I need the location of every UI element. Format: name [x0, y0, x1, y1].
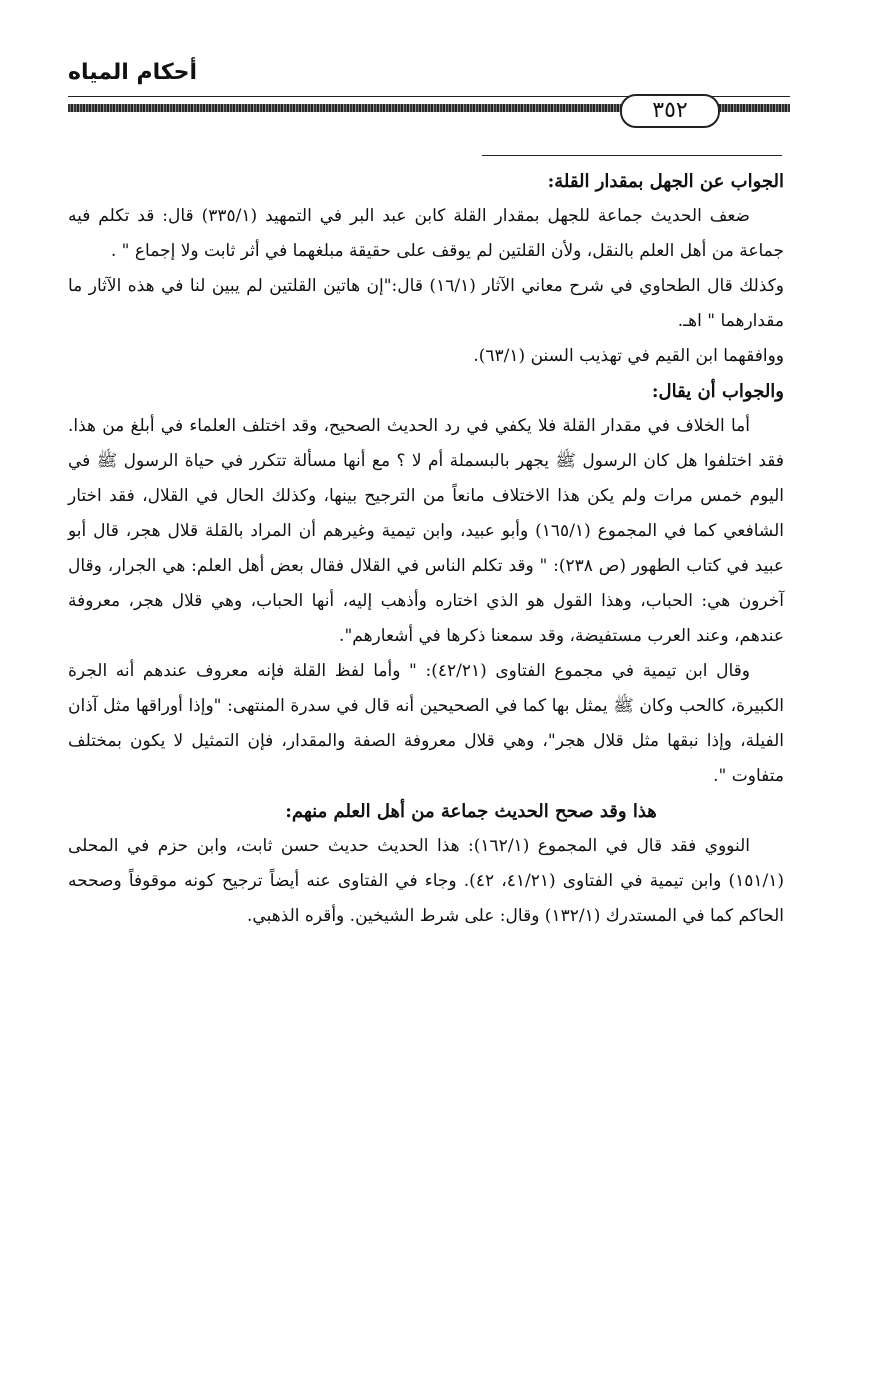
- paragraph: ضعف الحديث جماعة للجهل بمقدار القلة كابن عبد البر في التمهيد (٣٣٥/١) قال: قد تكلم فيه جماعة من أهل العلم بالنقل، ولأن القلتين لم يوقف على حقيقة مبلغهما في أثر ثابت ولا إجماع " .: [68, 206, 784, 261]
- paragraph: وكذلك قال الطحاوي في شرح معاني الآثار (١٦/١) قال:"إن هاتين القلتين لم يبين لنا في هذه الآثار ما مقدارهما " اهـ.: [68, 276, 785, 331]
- book-title: أحكام المياه: [68, 60, 198, 85]
- page-body: [68, 164, 784, 934]
- section-heading: هذا وقد صحح الحديث جماعة من أهل العلم منهم:: [285, 801, 657, 822]
- section-rule: [482, 155, 782, 156]
- section-heading: الجواب عن الجهل بمقدار القلة:: [547, 171, 784, 192]
- section-heading: والجواب أن يقال:: [651, 381, 784, 402]
- paragraph: وقال ابن تيمية في مجموع الفتاوى (٤٢/٢١): " وأما لفظ القلة فإنه معروف عندهم أنه الجرة الكبيرة، كالحب وكان ﷺ يمثل بها كما في الصحيحين أنه قال في سدرة المنتهى: "وإذا أوراقها مثل آذان الفيلة، وإذا نبقها مثل قلال هجر"، وهي قلال معروفة الصفة والمقدار، فإن التمثيل لا يكون بمختلف متفاوت ".: [68, 661, 784, 786]
- page-number: ٣٥٢: [620, 94, 720, 128]
- paragraph: ووافقهما ابن القيم في تهذيب السنن (٦٣/١).: [473, 346, 784, 366]
- paragraph: أما الخلاف في مقدار القلة فلا يكفي في رد الحديث الصحيح، وقد اختلف العلماء في أبلغ من هذا. فقد اختلفوا هل كان الرسول ﷺ يجهر بالبسملة أم لا ؟ مع أنها مسألة تتكرر في حياة الرسول ﷺ في اليوم خمس مرات ولم يكن هذا الاختلاف مانعاً من الترجيح بينها، وكذلك الحال في القلال، فقد اختار الشافعي كما في المجموع (١٦٥/١) وأبو عبيد، وابن تيمية وغيرهم أن المراد بالقلة قلال هجر، قال أبو عبيد في كتاب الطهور (ص ٢٣٨): " وقد تكلم الناس في القلال فقال بعض أهل العلم: هي الجرار، وقال آخرون هي: الحباب، وهذا القول هو الذي اختاره وأذهب إليه، أنها الحباب، وهي قلال هجر، معروفة عندهم، وعند العرب مستفيضة، وقد سمعنا ذكرها في أشعارهم".: [68, 416, 784, 646]
- paragraph: النووي فقد قال في المجموع (١٦٢/١): هذا الحديث حديث حسن ثابت، وابن حزم في المحلى (١٥١/١) وابن تيمية في الفتاوى (٤١/٢١، ٤٢). وجاء في الفتاوى عنه أيضاً ترجيح كونه موقوفاً وصححه الحاكم كما في المستدرك (١٣٢/١) وقال: على شرط الشيخين. وأقره الذهبي.: [68, 836, 784, 926]
